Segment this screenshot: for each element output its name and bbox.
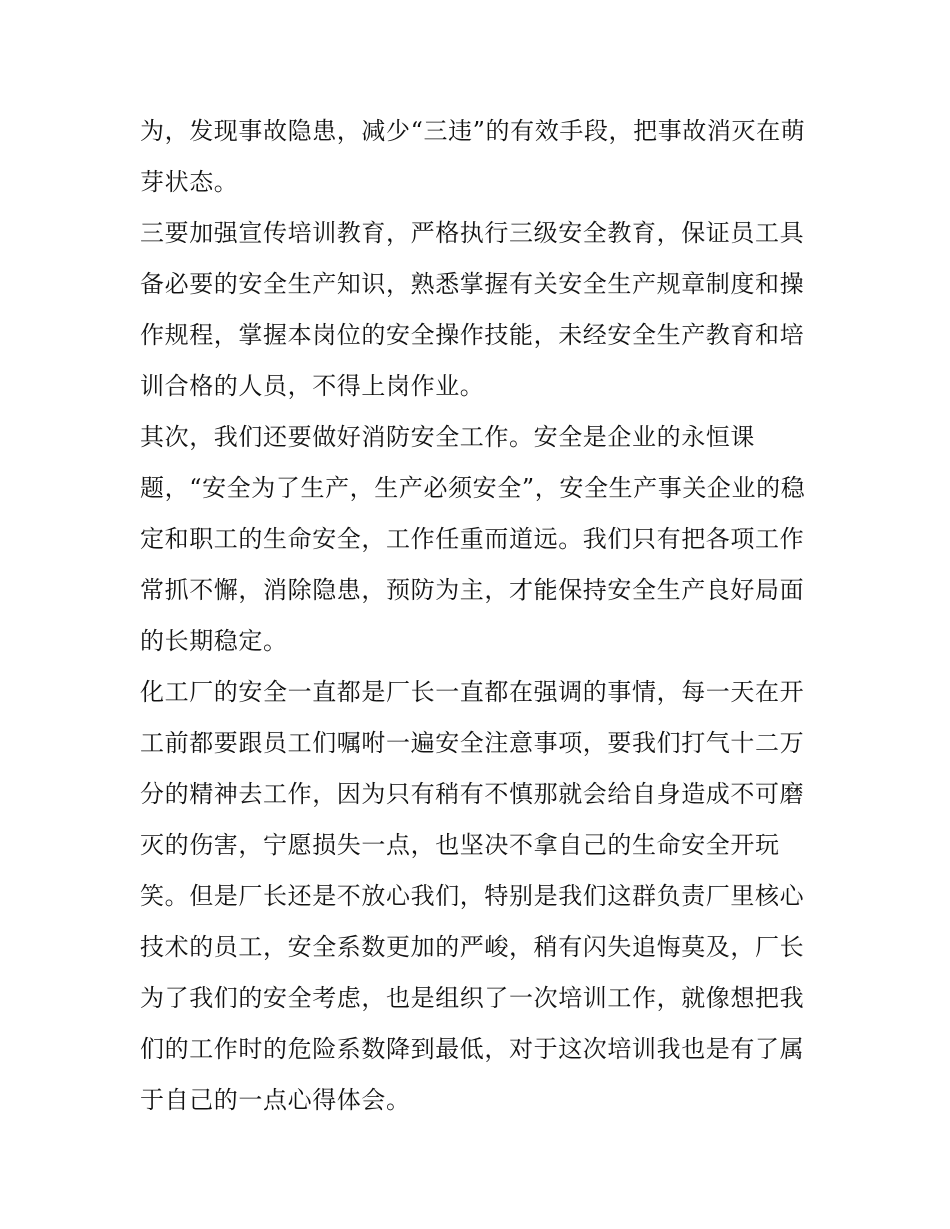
text-line: 题，“安全为了生产，生产必须安全”，安全生产事关企业的稳 (140, 474, 806, 502)
text-line: 笑。但是厂长还是不放心我们，特别是我们这群负责厂里核心 (140, 882, 805, 910)
text-line: 于自己的一点心得体会。 (140, 1086, 411, 1114)
document-body (140, 106, 820, 1126)
text-line: 作规程，掌握本岗位的安全操作技能，未经安全生产教育和培 (140, 321, 805, 349)
text-line: 训合格的人员，不得上岗作业。 (140, 372, 485, 400)
text-line: 定和职工的生命安全，工作任重而道远。我们只有把各项工作 (140, 525, 805, 553)
text-line: 常抓不懈，消除隐患，预防为主，才能保持安全生产良好局面 (140, 576, 805, 604)
text-line: 备必要的安全生产知识，熟悉掌握有关安全生产规章制度和操 (140, 270, 805, 298)
text-line: 化工厂的安全一直都是厂长一直都在强调的事情，每一天在开 (140, 678, 805, 706)
text-line: 芽状态。 (140, 168, 239, 196)
text-line: 的长期稳定。 (140, 627, 288, 655)
text-line: 技术的员工，安全系数更加的严峻，稍有闪失追悔莫及，厂长 (140, 933, 805, 961)
text-line: 分的精神去工作，因为只有稍有不慎那就会给自身造成不可磨 (140, 780, 805, 808)
text-line: 工前都要跟员工们嘱咐一遍安全注意事项，要我们打气十二万 (140, 729, 805, 757)
text-line: 三要加强宣传培训教育，严格执行三级安全教育，保证员工具 (140, 219, 805, 247)
text-line: 其次，我们还要做好消防安全工作。安全是企业的永恒课 (140, 423, 755, 451)
text-line: 们的工作时的危险系数降到最低，对于这次培训我也是有了属 (140, 1035, 805, 1063)
text-line: 为了我们的安全考虑，也是组织了一次培训工作，就像想把我 (140, 984, 805, 1012)
text-line: 灭的伤害，宁愿损失一点，也坚决不拿自己的生命安全开玩 (140, 831, 780, 859)
text-line: 为，发现事故隐患，减少“三违”的有效手段，把事故消灭在萌 (140, 117, 806, 145)
